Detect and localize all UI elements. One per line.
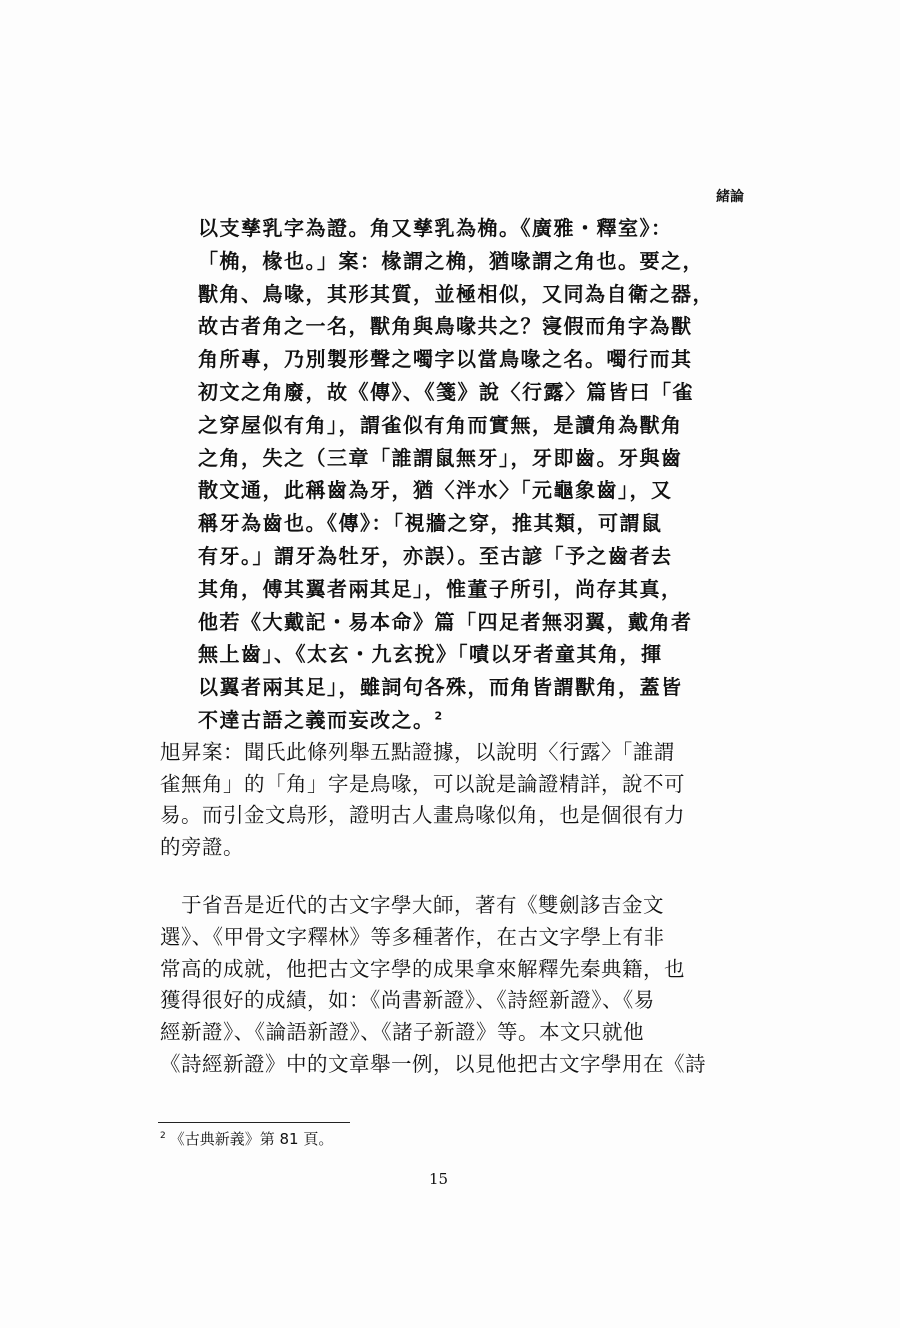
quote-line: 角所專，乃別製形聲之噣字以當鳥喙之名。噣行而其 bbox=[198, 347, 693, 372]
text-line: 選》、《甲骨文字釋林》等多種著作，在古文字學上有非 bbox=[160, 924, 665, 949]
quote-line: 不達古語之義而妄改之。$^2$ bbox=[198, 707, 444, 732]
footnote-reference: 2 bbox=[434, 709, 444, 723]
quote-line: 無上齒」、《太玄・九玄挩》「嘖以牙者童其角，揮 bbox=[198, 642, 663, 667]
footnote-divider bbox=[158, 1122, 350, 1123]
quote-line: 之角，失之（三章「誰謂鼠無牙」，牙即齒。牙與齒 bbox=[198, 445, 683, 470]
quote-line: 獸角、鳥喙，其形其質，並極相似，又同為自衛之器， bbox=[198, 281, 714, 306]
text-line: 的旁證。 bbox=[160, 834, 244, 859]
body-paragraph bbox=[160, 890, 754, 1081]
text-line: 易。而引金文鳥形，證明古人畫鳥喙似角，也是個很有力 bbox=[160, 803, 685, 827]
quote-line: 他若《大戴記・易本命》篇「四足者無羽翼，戴角者 bbox=[198, 609, 693, 634]
text-line: 獲得很好的成績，如：《尚書新證》、《詩經新證》、《易 bbox=[160, 988, 655, 1013]
text-line: 于省吾是近代的古文字學大師，著有《雙劍誃吉金文 bbox=[160, 893, 664, 917]
quote-line: 散文通，此稱齒為牙，猶〈泮水〉「元龜象齒」，又 bbox=[198, 478, 673, 503]
running-header: 緒論 bbox=[716, 189, 744, 205]
text-line: 雀無角」的「角」字是鳥喙，可以說是論證精詳，說不可 bbox=[160, 771, 685, 796]
block-quotation bbox=[198, 212, 754, 737]
text-line: 《詩經新證》中的文章舉一例，以見他把古文字學用在《詩 bbox=[160, 1051, 706, 1076]
quote-line: 之穿屋似有角」，謂雀似有角而實無，是讀角為獸角 bbox=[198, 412, 683, 437]
commentary-paragraph bbox=[160, 737, 754, 863]
text-line: 旭昇案：聞氏此條列舉五點證據，以說明〈行露〉「誰謂 bbox=[160, 740, 675, 764]
text-line: 常高的成就，他把古文字學的成果拿來解釋先秦典籍，也 bbox=[160, 956, 685, 981]
quote-line: 以支孳乳字為證。角又孳乳為桷。《廣雅・釋室》： bbox=[198, 216, 673, 240]
footnote-text: 《古典新義》第 81 頁。 bbox=[169, 1130, 334, 1148]
quote-line: 其角，傅其翼者兩其足」，惟董子所引，尚存其真， bbox=[198, 576, 683, 601]
quote-line: 故古者角之一名，獸角與鳥喙共之？寖假而角字為獸 bbox=[198, 314, 693, 339]
footnote bbox=[160, 1128, 333, 1149]
quote-line: 以翼者兩其足」，雖詞句各殊，而角皆謂獸角，蓋皆 bbox=[198, 675, 683, 700]
footnote-marker: 2 bbox=[160, 1131, 166, 1141]
page-number: 15 bbox=[429, 1170, 449, 1188]
quote-line: 有牙。」謂牙為牡牙，亦誤）。至古諺「予之齒者去 bbox=[198, 543, 673, 568]
quote-line: 稱牙為齒也。《傳》：「視牆之穿，推其類，可謂鼠 bbox=[198, 511, 663, 536]
quote-line: 初文之角廢，故《傳》、《箋》說〈行露〉篇皆曰「雀 bbox=[198, 379, 694, 404]
text-line: 經新證》、《論語新證》、《諸子新證》等。本文只就他 bbox=[160, 1020, 644, 1045]
quote-line: 「桷，椽也。」案：椽謂之桷，猶喙謂之角也。要之， bbox=[198, 248, 704, 273]
